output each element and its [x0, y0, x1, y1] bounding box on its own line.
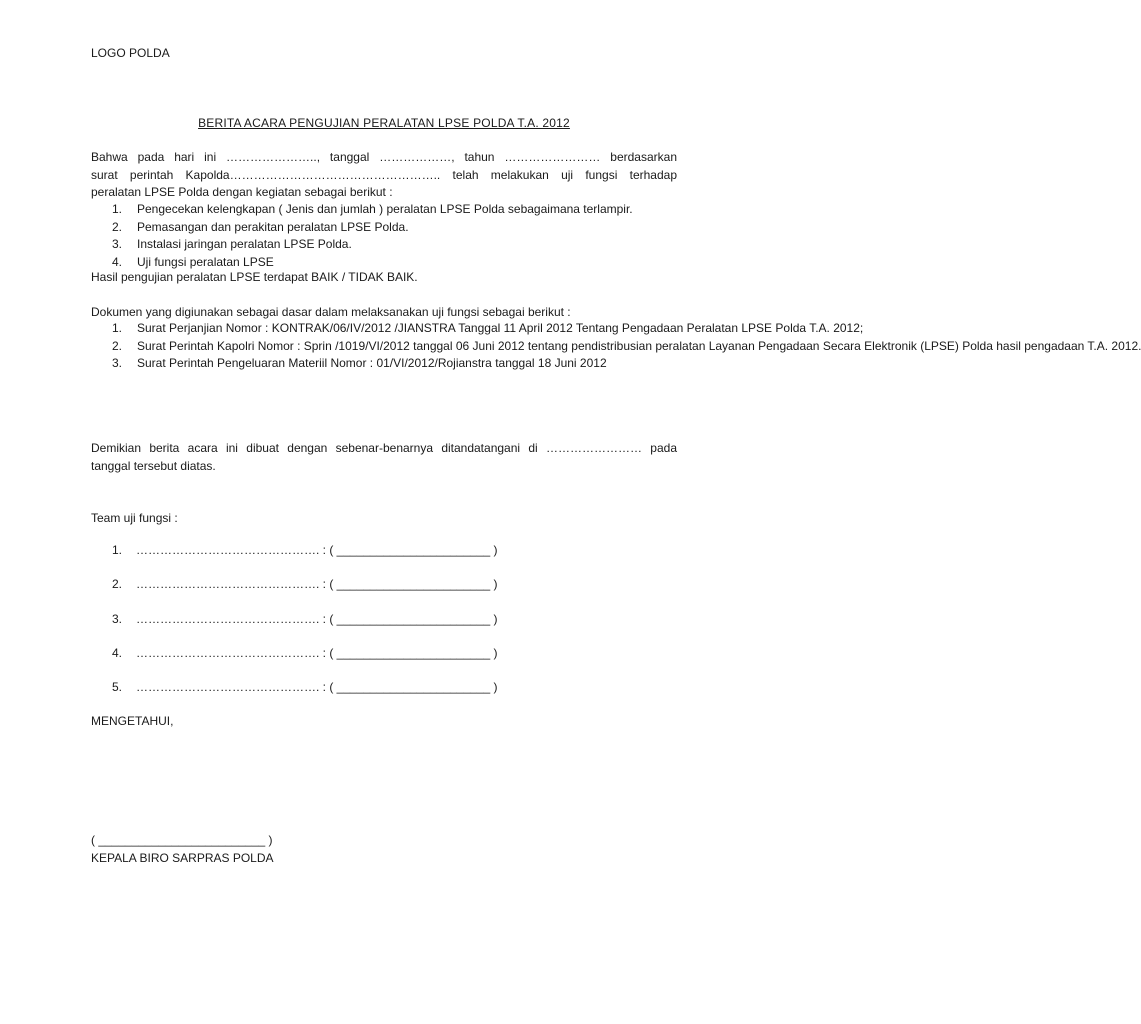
list-item: 1. Surat Perjanjian Nomor : KONTRAK/06/IV/2012 /JIANSTRA Tanggal 11 April 2012 Tentang Pengadaan Peralatan LPSE Polda T.A. 2012; — [112, 321, 864, 335]
test-result-line: Hasil pengujian peralatan LPSE terdapat BAIK / TIDAK BAIK. — [91, 270, 418, 284]
list-item: 2. Pemasangan dan perakitan peralatan LPSE Polda. — [112, 219, 409, 234]
team-signature-row: 5. ………………………………………. : ( _______________________ ) — [112, 680, 498, 694]
closing-line-1: Demikian berita acara ini dibuat dengan sebenar-benarnya ditandatangani di …………………… pada — [91, 441, 677, 455]
closing-paragraph — [91, 440, 677, 475]
head-signature-line: ( _________________________ ) — [91, 833, 273, 847]
list-item: 4. Uji fungsi peralatan LPSE — [112, 254, 274, 269]
team-signature-row: 4. ………………………………………. : ( _______________________ ) — [112, 646, 498, 660]
intro-line-2: surat perintah Kapolda…………………………………………….. telah melakukan uji fungsi terhadap — [91, 167, 677, 182]
list-item: 3. Instalasi jaringan peralatan LPSE Polda. — [112, 237, 352, 251]
reference-documents-list — [112, 320, 1141, 373]
documents-intro: Dokumen yang digiunakan sebagai dasar dalam melaksanakan uji fungsi sebagai berikut : — [91, 305, 571, 319]
closing-line-2: tanggal tersebut diatas. — [91, 458, 216, 473]
acknowledged-label: MENGETAHUI, — [91, 714, 174, 728]
intro-line-1: Bahwa pada hari ini ………………….., tanggal ………………, tahun …………………… berdasarkan — [91, 150, 677, 164]
intro-paragraph — [91, 149, 677, 202]
list-item: 2. Surat Perintah Kapolri Nomor : Sprin /1019/VI/2012 tanggal 06 Juni 2012 tentang pendistribusian peralatan Layanan Pengadaan Secara Elektronik (LPSE) Polda hasil pengadaan T.A. 2012. — [112, 338, 1141, 353]
activity-list — [112, 201, 677, 271]
team-signature-row: 3. ………………………………………. : ( _______________________ ) — [112, 612, 498, 626]
logo-placeholder: LOGO POLDA — [91, 46, 170, 60]
team-signature-row: 1. ………………………………………. : ( _______________________ ) — [112, 543, 498, 557]
team-signature-row: 2. ………………………………………. : ( _______________________ ) — [112, 577, 498, 591]
document-title: BERITA ACARA PENGUJIAN PERALATAN LPSE POLDA T.A. 2012 — [198, 116, 570, 130]
head-signature-title: KEPALA BIRO SARPRAS POLDA — [91, 851, 274, 865]
list-item: 3. Surat Perintah Pengeluaran Materiil Nomor : 01/VI/2012/Rojianstra tanggal 18 Juni 2012 — [112, 356, 607, 370]
intro-line-3: peralatan LPSE Polda dengan kegiatan sebagai berikut : — [91, 185, 393, 199]
list-item: 1. Pengecekan kelengkapan ( Jenis dan jumlah ) peralatan LPSE Polda sebagaimana terlampir. — [112, 202, 633, 216]
team-label: Team uji fungsi : — [91, 511, 178, 525]
